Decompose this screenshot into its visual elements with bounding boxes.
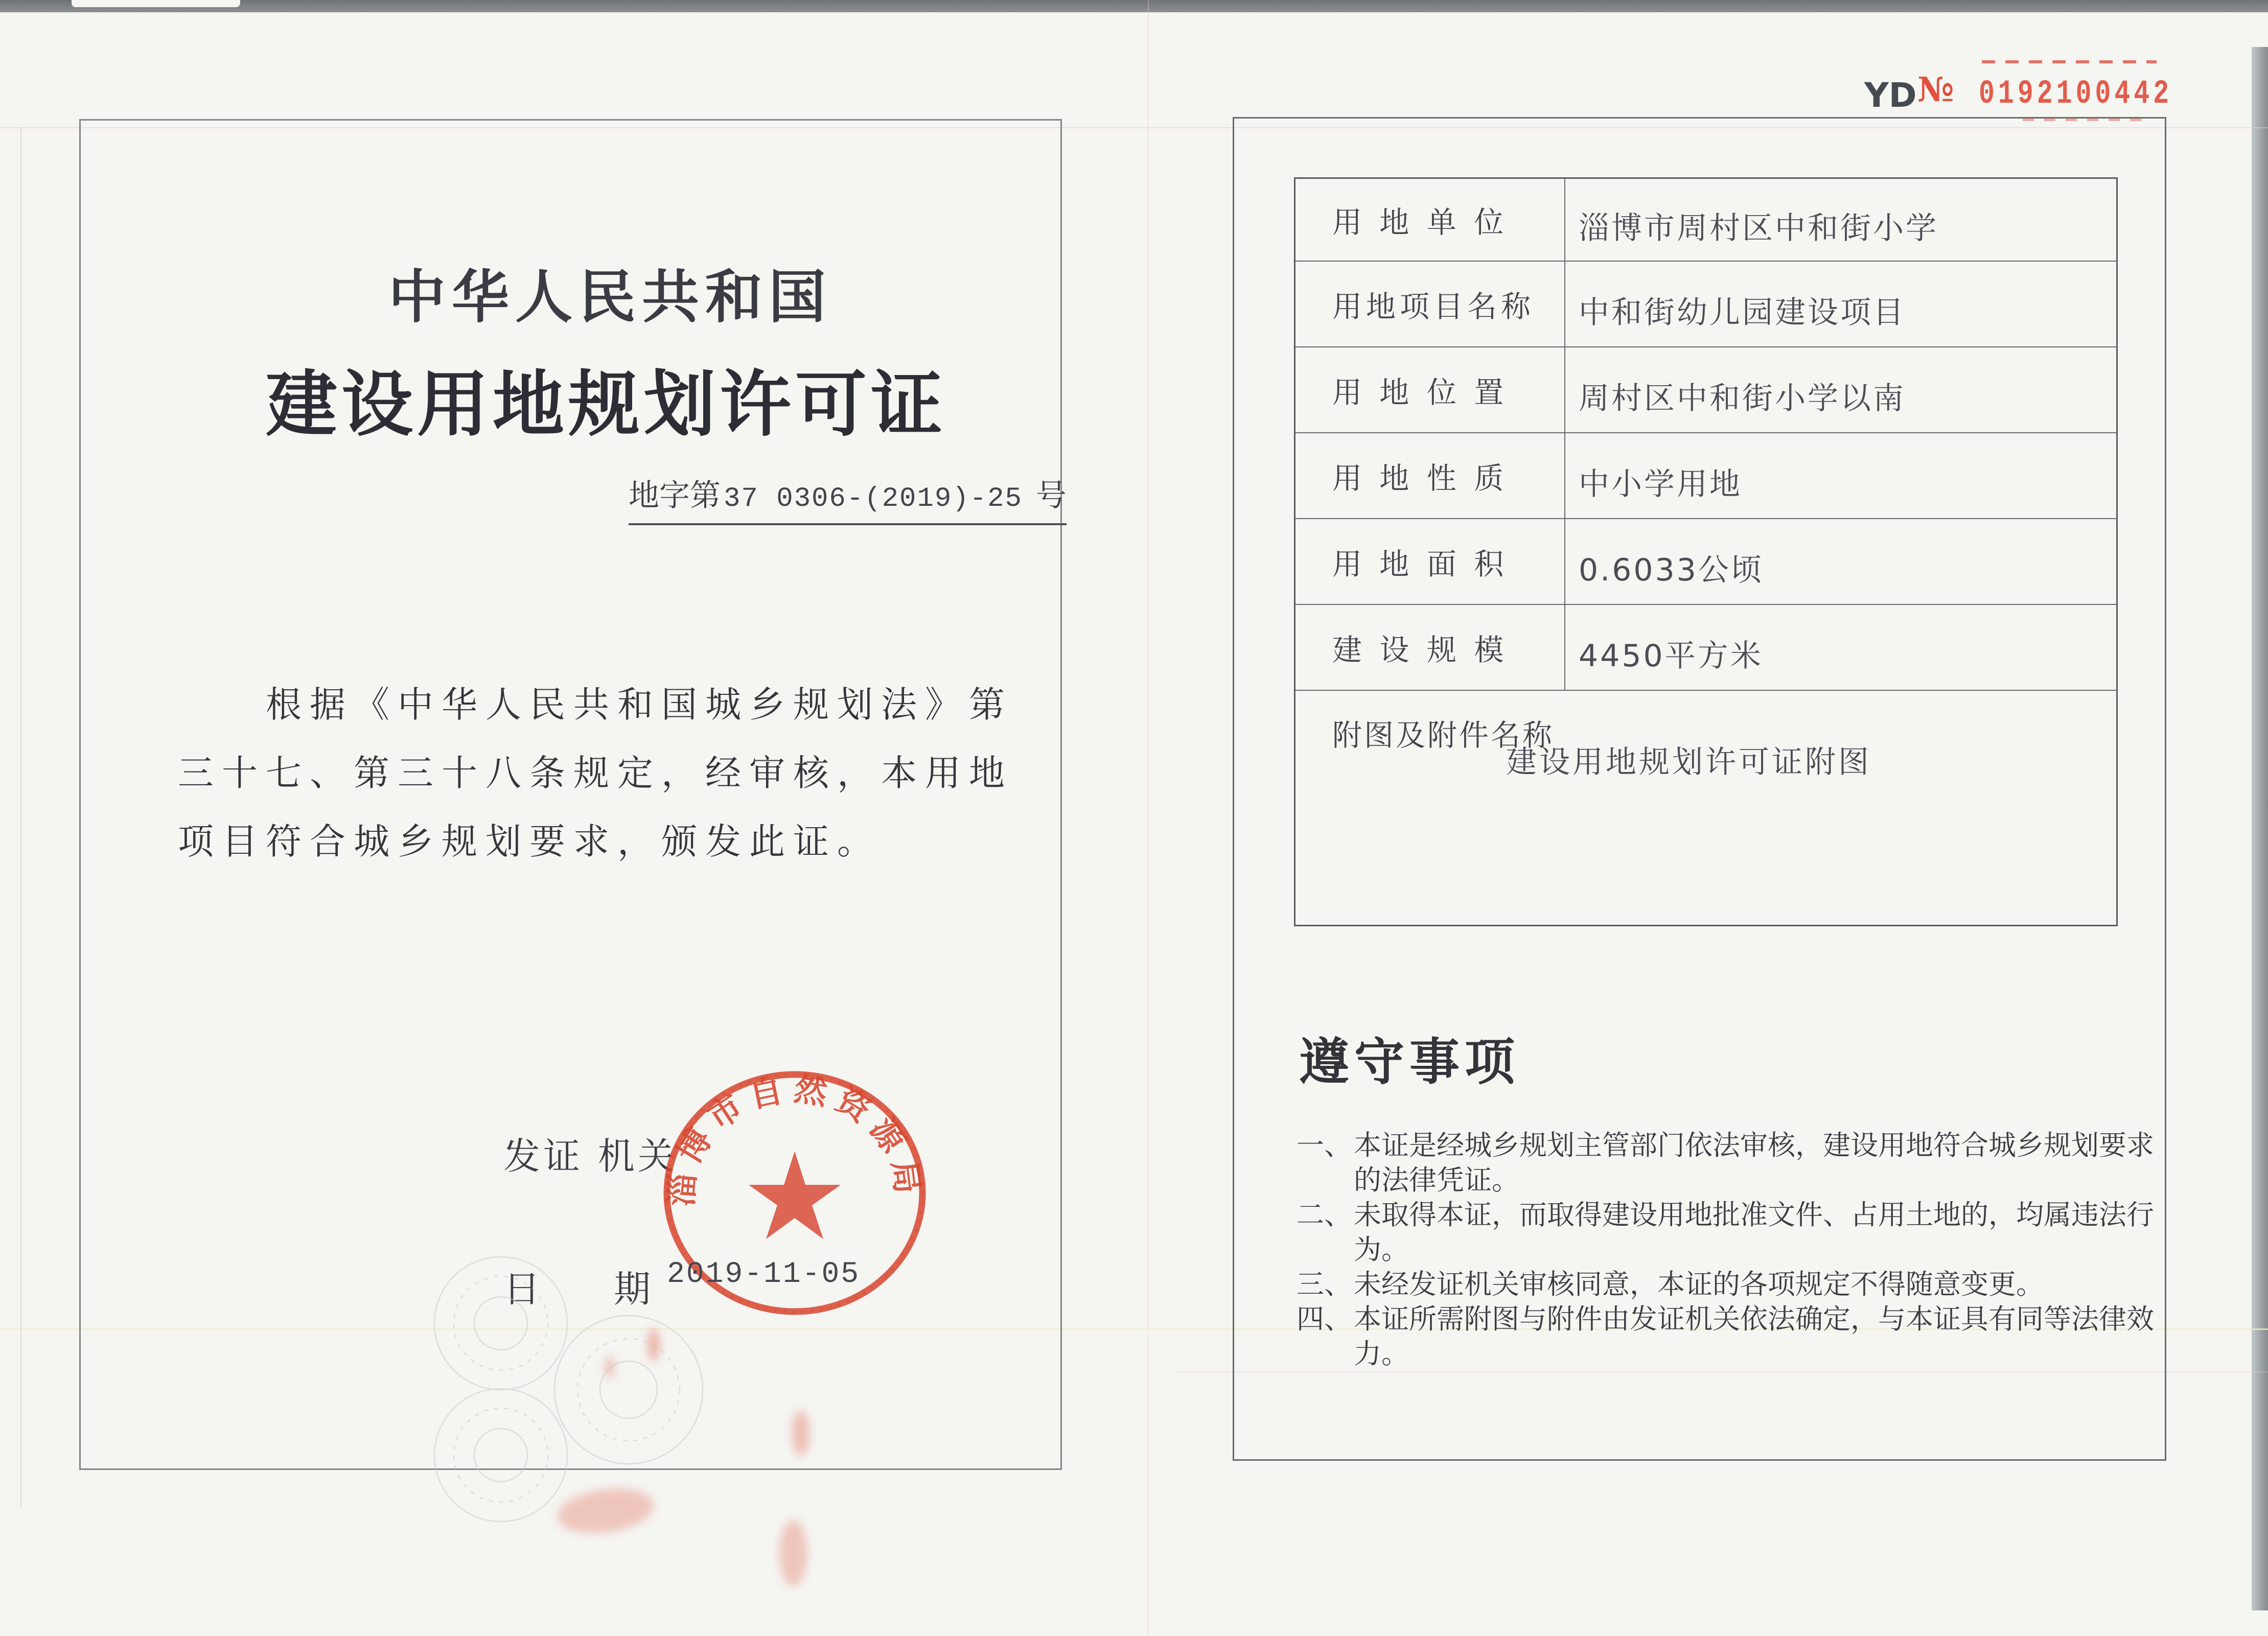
notice-item-text: 本证是经城乡规划主管部门依法审核，建设用地符合城乡规划要求的法律凭证。 — [1354, 1129, 2154, 1196]
table-row — [1295, 605, 2116, 691]
field-label: 建 设 规 模 — [1295, 605, 1565, 690]
field-value: 0.6033公顷 — [1579, 552, 1764, 588]
field-value: 中小学用地 — [1579, 466, 1742, 502]
field-label: 用 地 性 质 — [1295, 433, 1565, 518]
document-number-line — [629, 471, 1067, 525]
certificate-statement: 根据《中华人民共和国城乡规划法》第三十七、第三十八条规定，经审核，本用地项目符合城乡规划要求，颁发此证。 — [178, 684, 1013, 862]
doc-number-suffix: 号 — [1035, 478, 1067, 513]
notice-item — [1297, 1128, 2165, 1198]
table-row — [1295, 519, 2116, 605]
serial-prefix: YD — [1864, 76, 1917, 115]
notice-item — [1297, 1302, 2165, 1371]
notice-item — [1297, 1198, 2165, 1267]
table-row — [1295, 179, 2116, 262]
serial-stamp-artifact — [1982, 60, 2157, 63]
field-label: 用地项目名称 — [1295, 262, 1565, 346]
table-row — [1295, 433, 2116, 519]
field-value: 中和街幼儿园建设项目 — [1579, 295, 1906, 331]
serial-number: 0192100442 — [1979, 75, 2173, 113]
field-label: 用 地 面 积 — [1295, 519, 1565, 604]
table-row — [1295, 262, 2116, 347]
seal-text: 淄博市自然资源局 — [662, 1070, 928, 1208]
seal-star-icon — [749, 1151, 841, 1239]
issue-date-value: 2019-11-05 — [667, 1258, 861, 1291]
permit-title: 建设用地规划许可证 — [266, 363, 947, 447]
doc-number-code: 37 0306-(2019)-25 — [724, 483, 1023, 515]
ink-smudge — [792, 1410, 809, 1456]
page-fold-line — [1148, 0, 1149, 1636]
notice-item-text: 未取得本证，而取得建设用地批准文件、占用土地的，均属违法行为。 — [1354, 1199, 2154, 1266]
ink-smudge — [779, 1520, 807, 1586]
notice-item-text: 未经发证机关审核同意，本证的各项规定不得随意变更。 — [1354, 1268, 2044, 1300]
serial-stamp-artifact — [2023, 119, 2147, 121]
notice-item-number: 一、 — [1297, 1129, 1352, 1161]
country-title: 中华人民共和国 — [388, 264, 832, 331]
field-value: 建设用地规划许可证附图 — [1506, 744, 1871, 780]
field-label: 用 地 单 位 — [1295, 179, 1565, 261]
issuer-label: 发证 机关 — [503, 1135, 678, 1178]
notice-list — [1297, 1128, 2165, 1371]
notice-heading: 遵守事项 — [1299, 1033, 1520, 1091]
permit-info-table — [1294, 177, 2118, 926]
scanner-right-edge — [2252, 47, 2268, 1610]
scanner-top-edge — [0, 0, 2268, 12]
doc-number-prefix: 地字第 — [629, 478, 721, 513]
field-value: 淄博市周村区中和街小学 — [1579, 211, 1938, 246]
notice-item — [1297, 1267, 2165, 1302]
notice-item-number: 二、 — [1297, 1199, 1352, 1231]
field-label: 用 地 位 置 — [1295, 347, 1565, 432]
date-label: 日 期 — [503, 1268, 651, 1311]
paper-edge-line — [20, 128, 21, 1507]
notice-item-text: 本证所需附图与附件由发证机关依法确定，与本证具有同等法律效力。 — [1354, 1303, 2154, 1370]
field-value: 周村区中和街小学以南 — [1579, 381, 1906, 416]
field-label: 附图及附件名称 — [1332, 718, 1555, 753]
serial-numero-sign: № — [1917, 69, 1954, 109]
notice-item-number: 四、 — [1297, 1303, 1352, 1335]
table-row-attachments — [1295, 691, 2116, 925]
table-row — [1295, 347, 2116, 433]
field-value: 4450平方米 — [1579, 638, 1763, 674]
notice-item-number: 三、 — [1297, 1268, 1352, 1300]
scanner-top-notch — [72, 0, 240, 7]
